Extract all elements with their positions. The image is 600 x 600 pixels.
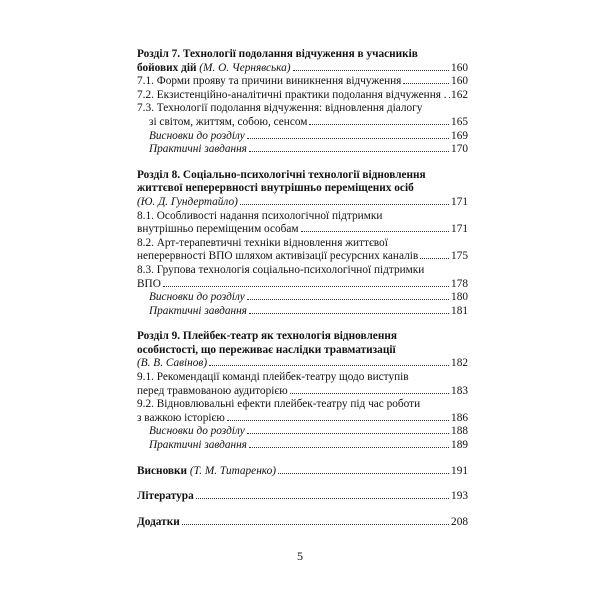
entry-title: Висновки [137, 464, 188, 477]
conclusions-label: Висновки до розділу [149, 129, 245, 142]
toc-entry [137, 425, 468, 439]
toc-entry [137, 75, 468, 89]
page-number: 5 [297, 549, 303, 563]
dot-leader [247, 299, 449, 300]
page-ref: 208 [451, 515, 468, 528]
entry-title-cont: перед травмованою аудиторією [137, 384, 288, 397]
section-heading: Розділ 8. Соціально-психологічні технології відновлення [137, 168, 426, 181]
dot-leader [227, 420, 449, 421]
toc-section-7 [137, 48, 468, 157]
dot-leader [403, 83, 449, 84]
dot-leader [247, 433, 449, 434]
dot-leader [249, 151, 449, 152]
entry-title-cont: ВПО [137, 277, 161, 290]
entry-title: 8.2. Арт-терапевтичні техніки відновлення життєвої [137, 236, 388, 249]
page-ref: 160 [451, 61, 468, 74]
entry-title-cont: внутрішньо переміщеним особам [137, 223, 299, 236]
toc-entry-appendices [137, 516, 468, 530]
entry-title: 9.1. Рекомендації команді плейбек-театру щодо виступів [137, 371, 409, 384]
entry-title-cont: з важкою історією [137, 411, 225, 424]
page-ref: 182 [451, 357, 468, 370]
dot-leader [196, 498, 449, 499]
section-author: (Т. М. Титаренко) [189, 464, 277, 477]
practice-label: Практичні завдання [149, 143, 247, 156]
toc-entry [137, 278, 468, 292]
practice-label: Практичні завдання [149, 439, 247, 452]
entry-title-cont: неперервності ВПО шляхом активізації ресурсних каналів [137, 250, 419, 263]
page-ref: 175 [451, 250, 468, 263]
toc-entry-conclusions [137, 465, 468, 479]
page-ref: 160 [451, 75, 468, 88]
page-ref: 171 [451, 195, 468, 208]
dot-leader [247, 138, 449, 139]
toc-entry [137, 89, 468, 103]
page-ref: 169 [451, 129, 468, 142]
toc-entry [137, 439, 468, 453]
dot-leader [278, 473, 449, 474]
page-ref: 191 [451, 464, 468, 477]
section-heading: Розділ 9. Плейбек-театр як технологія відновлення [137, 330, 397, 343]
page-ref: 180 [451, 291, 468, 304]
section-heading-cont: життєвої неперервності внутрішньо переміщених осіб [137, 182, 414, 195]
toc-entry [137, 412, 468, 426]
section-heading: Розділ 7. Технології подолання відчуження в учасників [137, 48, 418, 60]
page-ref: 178 [451, 277, 468, 290]
dot-leader [249, 447, 449, 448]
toc-entry [137, 291, 468, 305]
entry-title: Додатки [137, 515, 180, 528]
dot-leader [309, 124, 449, 125]
page-ref: 181 [451, 304, 468, 317]
section-author: (Ю. Д. Гундертайло) [137, 195, 238, 208]
toc-entry [137, 130, 468, 144]
entry-title: 7.2. Екзистенційно-аналітичні практики подолання відчуження . [137, 88, 447, 101]
entry-title: 9.2. Відновлювальні ефекти плейбек-театру під час роботи [137, 398, 421, 411]
entry-title: 8.3. Групова технологія соціально-психологічної підтримки [137, 263, 425, 276]
entry-title-cont: зі світом, життям, собою, сенсом [149, 115, 308, 128]
toc-entry [137, 385, 468, 399]
dot-leader [249, 313, 449, 314]
entry-title: 8.1. Особливості надання психологічної підтримки [137, 209, 383, 222]
page-ref: 186 [451, 411, 468, 424]
section-heading-cont: особистості, що переживає наслідки травматизації [137, 343, 396, 356]
conclusions-label: Висновки до розділу [149, 291, 245, 304]
section-heading-cont: бойових дій [137, 61, 197, 74]
entry-title: 7.1. Форми прояву та причини виникнення відчуження [137, 75, 402, 88]
dot-leader [182, 524, 449, 525]
practice-label: Практичні завдання [149, 304, 247, 317]
section-author: (М. О. Чернявська) [199, 61, 291, 74]
page-ref: 189 [451, 439, 468, 452]
table-of-contents [137, 48, 468, 529]
dot-leader [163, 286, 449, 287]
conclusions-label: Висновки до розділу [149, 425, 245, 438]
section-heading-line [137, 62, 468, 76]
page-ref: 193 [451, 490, 468, 503]
entry-title: 7.3. Технології подолання відчуження: відновлення діалогу [137, 102, 423, 115]
section-author: (В. В. Савінов) [137, 357, 208, 370]
toc-entry [137, 143, 468, 157]
page-ref: 162 [451, 88, 468, 101]
toc-entry [137, 357, 468, 371]
dot-leader [293, 70, 449, 71]
dot-leader [209, 365, 449, 366]
dot-leader [290, 393, 449, 394]
page-ref: 183 [451, 384, 468, 397]
page-ref: 171 [451, 223, 468, 236]
dot-leader [240, 204, 449, 205]
dot-leader [301, 231, 449, 232]
dot-leader [420, 258, 449, 259]
toc-entry [137, 250, 468, 264]
page-ref: 165 [451, 115, 468, 128]
toc-section-8 [137, 169, 468, 319]
toc-entry-literature [137, 490, 468, 504]
entry-title: Література [137, 490, 194, 503]
toc-entry [137, 116, 468, 130]
toc-entry [137, 305, 468, 319]
toc-section-9 [137, 330, 468, 452]
page-ref: 188 [451, 425, 468, 438]
page-ref: 170 [451, 143, 468, 156]
toc-entry [137, 223, 468, 237]
toc-entry [137, 196, 468, 210]
